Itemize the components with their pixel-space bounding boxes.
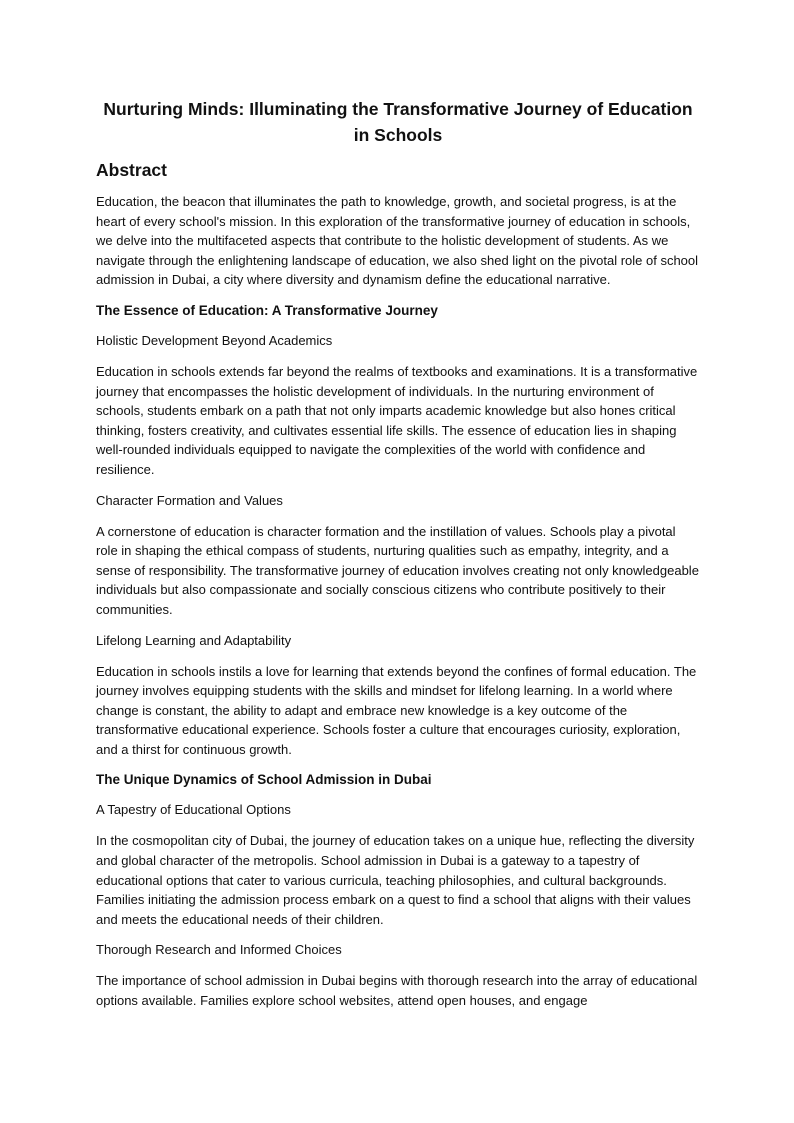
educational-options-paragraph: In the cosmopolitan city of Dubai, the journey of education takes on a unique hue, reflecting the diversity and global character of the metropolis. School admission in Dubai is a gateway to a tapestry of educational options that cater to various curricula, teaching philosophies, and cultural backgrounds. Families initiating the admission process embark on a quest to find a school that aligns with their values and meets the educational needs of their children. bbox=[96, 833, 695, 927]
section-dubai-heading: The Unique Dynamics of School Admission in Dubai bbox=[96, 772, 432, 788]
abstract-heading: Abstract bbox=[96, 160, 167, 180]
research-choices-subtitle: Thorough Research and Informed Choices bbox=[96, 942, 342, 958]
character-formation-paragraph: A cornerstone of education is character formation and the instillation of values. Schools play a pivotal role in shaping the ethical compass of students, nurturing qualities such as empathy, integrity, and a sense of responsibility. The transformative journey of education involves creating not only knowledgeable individuals but also compassionate and socially conscious citizens who contribute positively to their communities. bbox=[96, 523, 699, 617]
character-formation-subtitle: Character Formation and Values bbox=[96, 492, 283, 508]
abstract-paragraph: Education, the beacon that illuminates the path to knowledge, growth, and societal progress, is at the heart of every school's mission. In this exploration of the transformative journey of education in schools, we delve into the multifaceted aspects that contribute to the holistic development of students. As we navigate through the enlightening landscape of education, we also shed light on the pivotal role of school admission in Dubai, a city where diversity and dynamism define the educational narrative. bbox=[96, 194, 699, 288]
section-essence-heading: The Essence of Education: A Transformative Journey bbox=[96, 302, 438, 318]
holistic-development-paragraph: Education in schools extends far beyond the realms of textbooks and examinations. It is a transformative journey that encompasses the holistic development of individuals. In the nurturing environment of schools, students embark on a path that not only imparts academic knowledge but also hones critical thinking, fosters creativity, and cultivates essential life skills. The essence of education lies in shaping well-rounded individuals equipped to navigate the complexities of the world with confidence and resilience. bbox=[96, 363, 698, 477]
document-page bbox=[96, 96, 700, 1022]
document-title: Nurturing Minds: Illuminating the Transformative Journey of Education in Schools bbox=[103, 99, 693, 145]
lifelong-learning-paragraph: Education in schools instils a love for learning that extends beyond the confines of formal education. The journey involves equipping students with the skills and mindset for lifelong learning. In a world where change is constant, the ability to adapt and embrace new knowledge is a key outcome of the transformative educational experience. Schools foster a culture that encourages curiosity, exploration, and a thirst for continuous growth. bbox=[96, 663, 697, 757]
educational-options-subtitle: A Tapestry of Educational Options bbox=[96, 802, 291, 818]
lifelong-learning-subtitle: Lifelong Learning and Adaptability bbox=[96, 632, 292, 648]
research-choices-paragraph: The importance of school admission in Dubai begins with thorough research into the array of educational options available. Families explore school websites, attend open houses, and engage bbox=[96, 973, 698, 1009]
holistic-development-subtitle: Holistic Development Beyond Academics bbox=[96, 332, 333, 348]
